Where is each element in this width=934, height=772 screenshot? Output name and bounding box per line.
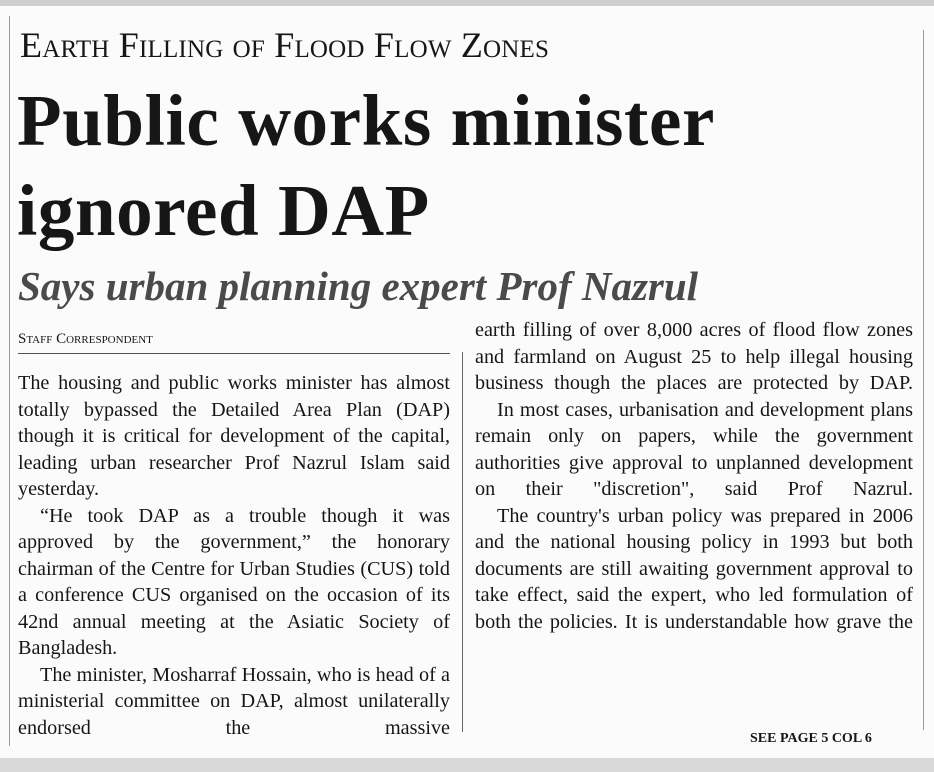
byline: Staff Correspondent <box>18 331 153 347</box>
top-border <box>0 0 934 6</box>
left-border-rule <box>9 16 10 746</box>
headline-line-1: Public works minister <box>17 80 715 161</box>
right-border-rule <box>923 30 924 730</box>
paragraph: The country's urban policy was prepared in 2006 and the national housing policy in 1993 but both documents are still awaiting government approval to take effect, said the expert, who led formulation of both the policies. It is understandable how grave the <box>475 504 913 633</box>
bottom-border <box>0 758 934 772</box>
paragraph: earth filling of over 8,000 acres of flood flow zones and farmland on August 25 to help illegal housing business though the places are protected by DAP. <box>475 319 913 394</box>
byline-divider <box>18 353 450 354</box>
paragraph: “He took DAP as a trouble though it was approved by the government,” the honorary chairman of the Centre for Urban Studies (CUS) told a conference CUS organised on the occasion of its 42nd annual meeting at the Asiatic Society of Bangladesh. <box>18 504 450 659</box>
body-column-2 <box>475 317 913 635</box>
paragraph: In most cases, urbanisation and development plans remain only on papers, while the government authorities give approval to unplanned development on their "discretion", said Prof Nazrul. <box>475 398 913 500</box>
body-column-1 <box>18 370 450 741</box>
kicker: Earth Filling of Flood Flow Zones <box>20 25 550 65</box>
headline-line-2: ignored DAP <box>17 170 430 251</box>
paragraph: The housing and public works minister has almost totally bypassed the Detailed Area Plan (DAP) though it is critical for development of the capital, leading urban researcher Prof Nazrul Islam said yesterday. <box>18 372 450 500</box>
column-divider <box>462 352 463 732</box>
continuation-note: SEE PAGE 5 COL 6 <box>750 731 872 746</box>
paragraph: The minister, Mosharraf Hossain, who is head of a ministerial committee on DAP, almost unilaterally endorsed the massive <box>18 663 450 739</box>
headline <box>17 76 917 256</box>
subheadline: Says urban planning expert Prof Nazrul <box>18 263 699 309</box>
